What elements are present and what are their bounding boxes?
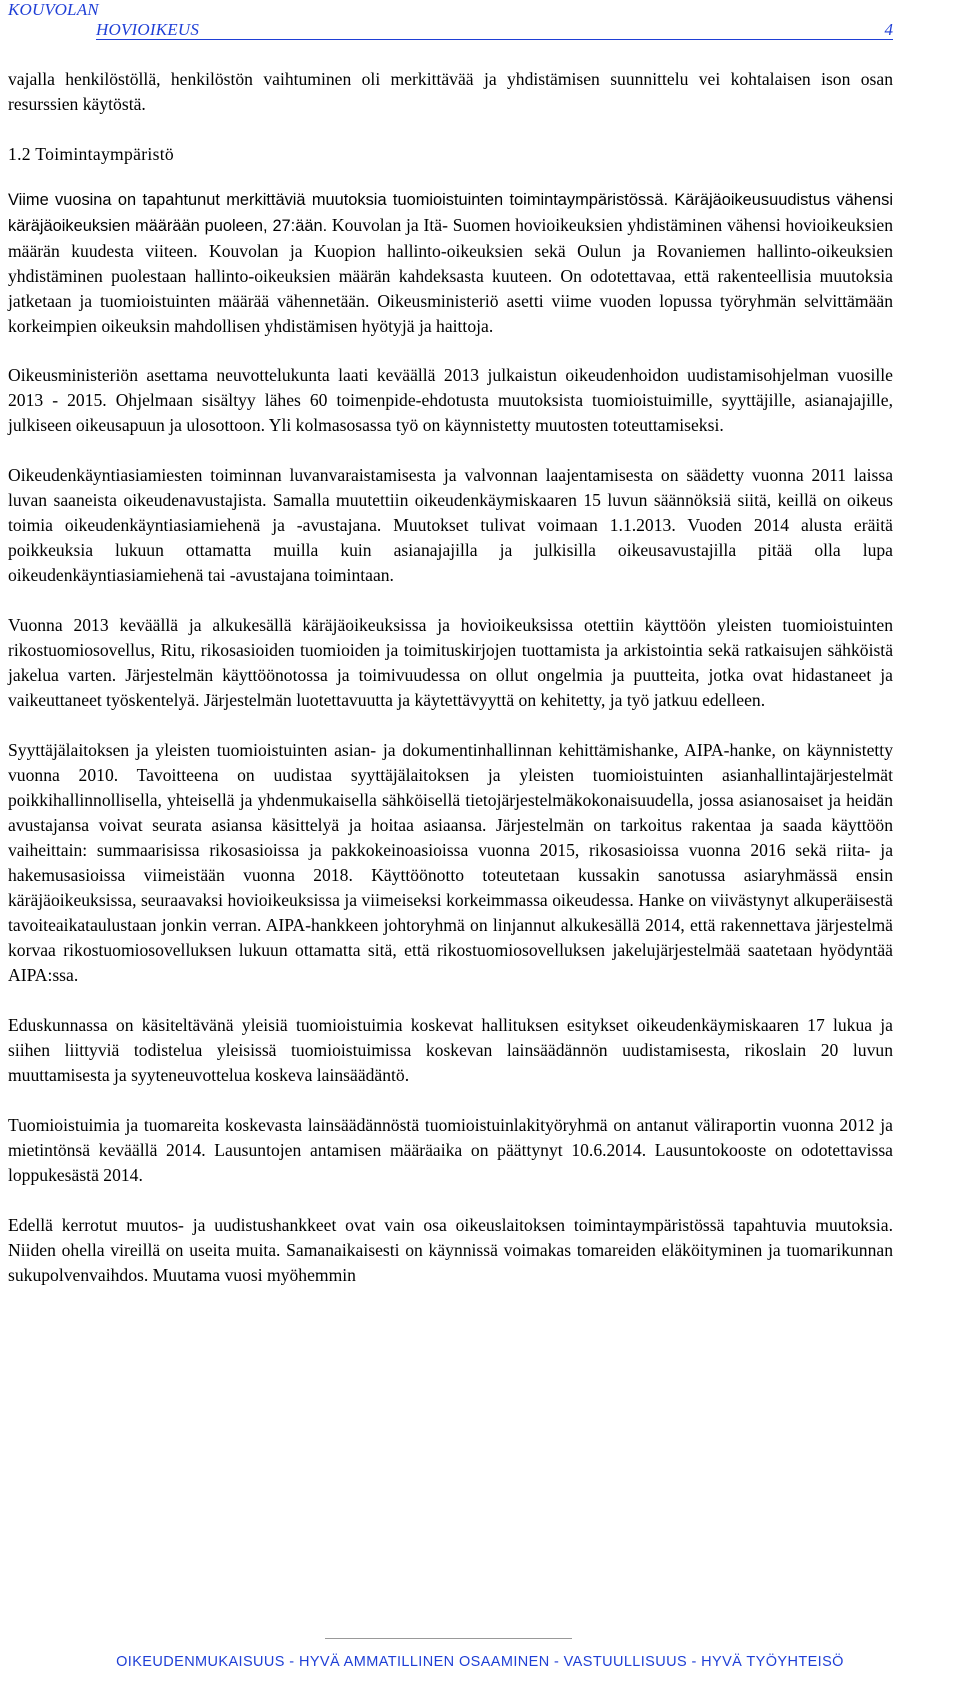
paragraph-intro: vajalla henkilöstöllä, henkilöstön vaihtuminen oli merkittävää ja yhdistämisen suunnittelu vei kohtalaisen ison osan resurssien käytöstä.	[8, 69, 893, 114]
court-name-line1: KOUVOLAN	[8, 0, 99, 19]
paragraph-counsel-licensing: Oikeudenkäyntiasiamiesten toiminnan luvanvaraistamisesta ja valvonnan laajentamisesta on säädetty vuonna 2011 laissa luvan saaneista oikeudenavustajista. Samalla muutettiin oikeudenkäymiskaaren 15 luvun säännöksiä siitä, keillä on oikeus toimia oikeudenkäyntiasiamiehenä ja -avustajana. Muutokset tulivat voimaan 1.1.2013. Vuoden 2014 alusta eräitä poikkeuksia lukuun ottamatta muilla kuin asianajajilla ja julkisilla oikeusavustajilla pitää olla lupa oikeudenkäyntiasiamiehenä tai -avustajana toimintaan.	[8, 465, 893, 585]
court-name-line2: HOVIOIKEUS	[96, 20, 200, 39]
paragraph-changes: Edellä kerrotut muutos- ja uudistushankkeet ovat vain osa oikeuslaitoksen toimintaympäristössä tapahtuvia muutoksia. Niiden ohella vireillä on useita muita. Samanaikaisesti on käynnissä voimakas tomareiden eläköityminen ja tuomarikunnan sukupolvenvaihdos. Muutama vuosi myöhemmin	[8, 1215, 893, 1285]
footer-motto: OIKEUDENMUKAISUUS - HYVÄ AMMATILLINEN OSAAMINEN - VASTUULLISUUS - HYVÄ TYÖYHTEISÖ	[116, 1654, 844, 1670]
paragraph-parliament: Eduskunnassa on käsiteltävänä yleisiä tuomioistuimia koskevat hallituksen esitykset oikeudenkäymiskaaren 17 lukua ja siihen liittyviä todistelua yleisissä tuomioistuimissa koskevan lainsäädännön uudistamisesta, rikoslain 20 luvun muuttamisesta ja syyteneuvottelua koskeva lainsäädäntö.	[8, 1015, 893, 1085]
paragraph-reform-program: Oikeusministeriön asettama neuvottelukunta laati keväällä 2013 julkaistun oikeudenhoidon uudistamisohjelman vuosille 2013 - 2015. Ohjelmaan sisältyy lähes 60 toimenpide-ehdotusta muutoksista tuomioistuimille, syyttäjille, asianajajille, julkiseen oikeusapuun ja ulosottoon. Yli kolmasosassa työ on käynnistetty muutosten toteuttamiseksi.	[8, 365, 893, 435]
paragraph-ritu: Vuonna 2013 keväällä ja alkukesällä käräjäoikeuksissa ja hovioikeuksissa otettiin käyttöön yleisten tuomioistuinten rikostuomiosovellus, Ritu, rikosasioiden tuomioiden ja toimituskirjojen tuottamista ja arkistointia sekä ratkaisujen sähköistä jakelua varten. Järjestelmän käyttöönotossa ja toimivuudessa on ollut ongelmia ja puutteita, jotka ovat hidastaneet ja vaikeuttaneet työskentelyä. Järjestelmän luotettavuutta ja käytettävyyttä on kehitetty, ja työ jatkuu edelleen.	[8, 615, 893, 710]
page-number: 4	[884, 20, 893, 39]
paragraph-environment-part2: Kouvolan ja Itä- Suomen hovioikeuksien yhdistäminen vähensi hovioikeuksien määrän kuudesta viiteen. Kouvolan ja Kuopion hallinto-oikeuksien sekä Oulun ja Rovaniemen hallinto-oikeuksien yhdistäminen puolestaan hallinto-oikeuksien määrän kahdeksasta kuuteen. On odotettavaa, että rakenteellisia muutoksia jatketaan ja tuomioistuinten määrää vähennetään. Oikeusministeriö asetti viime vuoden lopussa työryhmän selvittämään korkeimpien oikeuksin mahdollisen yhdistämisen hyötyjä ja haittoja.	[8, 215, 893, 336]
page-header	[8, 0, 893, 44]
paragraph-aipa: Syyttäjälaitoksen ja yleisten tuomioistuinten asian- ja dokumentinhallinnan kehittämishanke, AIPA-hanke, on käynnistetty vuonna 2010. Tavoitteena on uudistaa syyttäjälaitoksen ja yleisten tuomioistuinten asianhallintajärjestelmät poikkihallinnollisella, yhteisellä ja yhdenmukaisella sähköisellä tietojärjestelmäkokonaisuudella, jossa asianosaiset ja heidän avustajansa voivat seurata asiansa käsittelyä ja hoitaa asiaansa. Järjestelmän on tarkoitus rakentaa ja saada käyttöön vaiheittain: summaarisissa rikosasioissa ja pakkokeinoasioissa vuonna 2015, rikosasioissa vuonna 2016 sekä riita- ja hakemusasioissa viimeistään vuonna 2018. Käyttöönotto toteutetaan kussakin sanotussa asiaryhmässä ensin käräjäoikeuksissa, seuraavaksi hovioikeuksissa ja viimeiseksi korkeimmassa oikeudessa. Hanke on viivästynyt alkuperäisestä tavoiteaikataulustaan jonkin verran. AIPA-hankkeen johtoryhmä on linjannut alkukesällä 2014, että rakennettava järjestelmä korvaa rikostuomiosovelluksen lukuun ottamatta sitä, että rikostuomiosovelluksen jakelujärjestelmää saatetaan hyödyntää AIPA:ssa.	[8, 740, 893, 985]
header-divider	[96, 39, 893, 40]
paragraph-environment	[8, 187, 893, 339]
paragraph-courts-act: Tuomioistuimia ja tuomareita koskevasta lainsäädännöstä tuomioistuinlakityöryhmä on antanut väliraportin vuonna 2012 ja mietintönsä keväällä 2014. Lausuntojen antamisen määräaika on päättynyt 10.6.2014. Lausuntokooste on odotettavissa loppukesästä 2014.	[8, 1115, 893, 1185]
page-body	[8, 67, 893, 1313]
footer-divider	[325, 1638, 572, 1639]
section-heading: 1.2 Toimintaympäristö	[8, 144, 175, 164]
paragraph-environment-part1: Viime vuosina on tapahtunut merkittäviä muutoksia tuomioistuinten toimintaympäristössä. Käräjäoikeusuudistus vähensi käräjäoikeuksien määrään puoleen, 27:ään.	[8, 191, 893, 235]
